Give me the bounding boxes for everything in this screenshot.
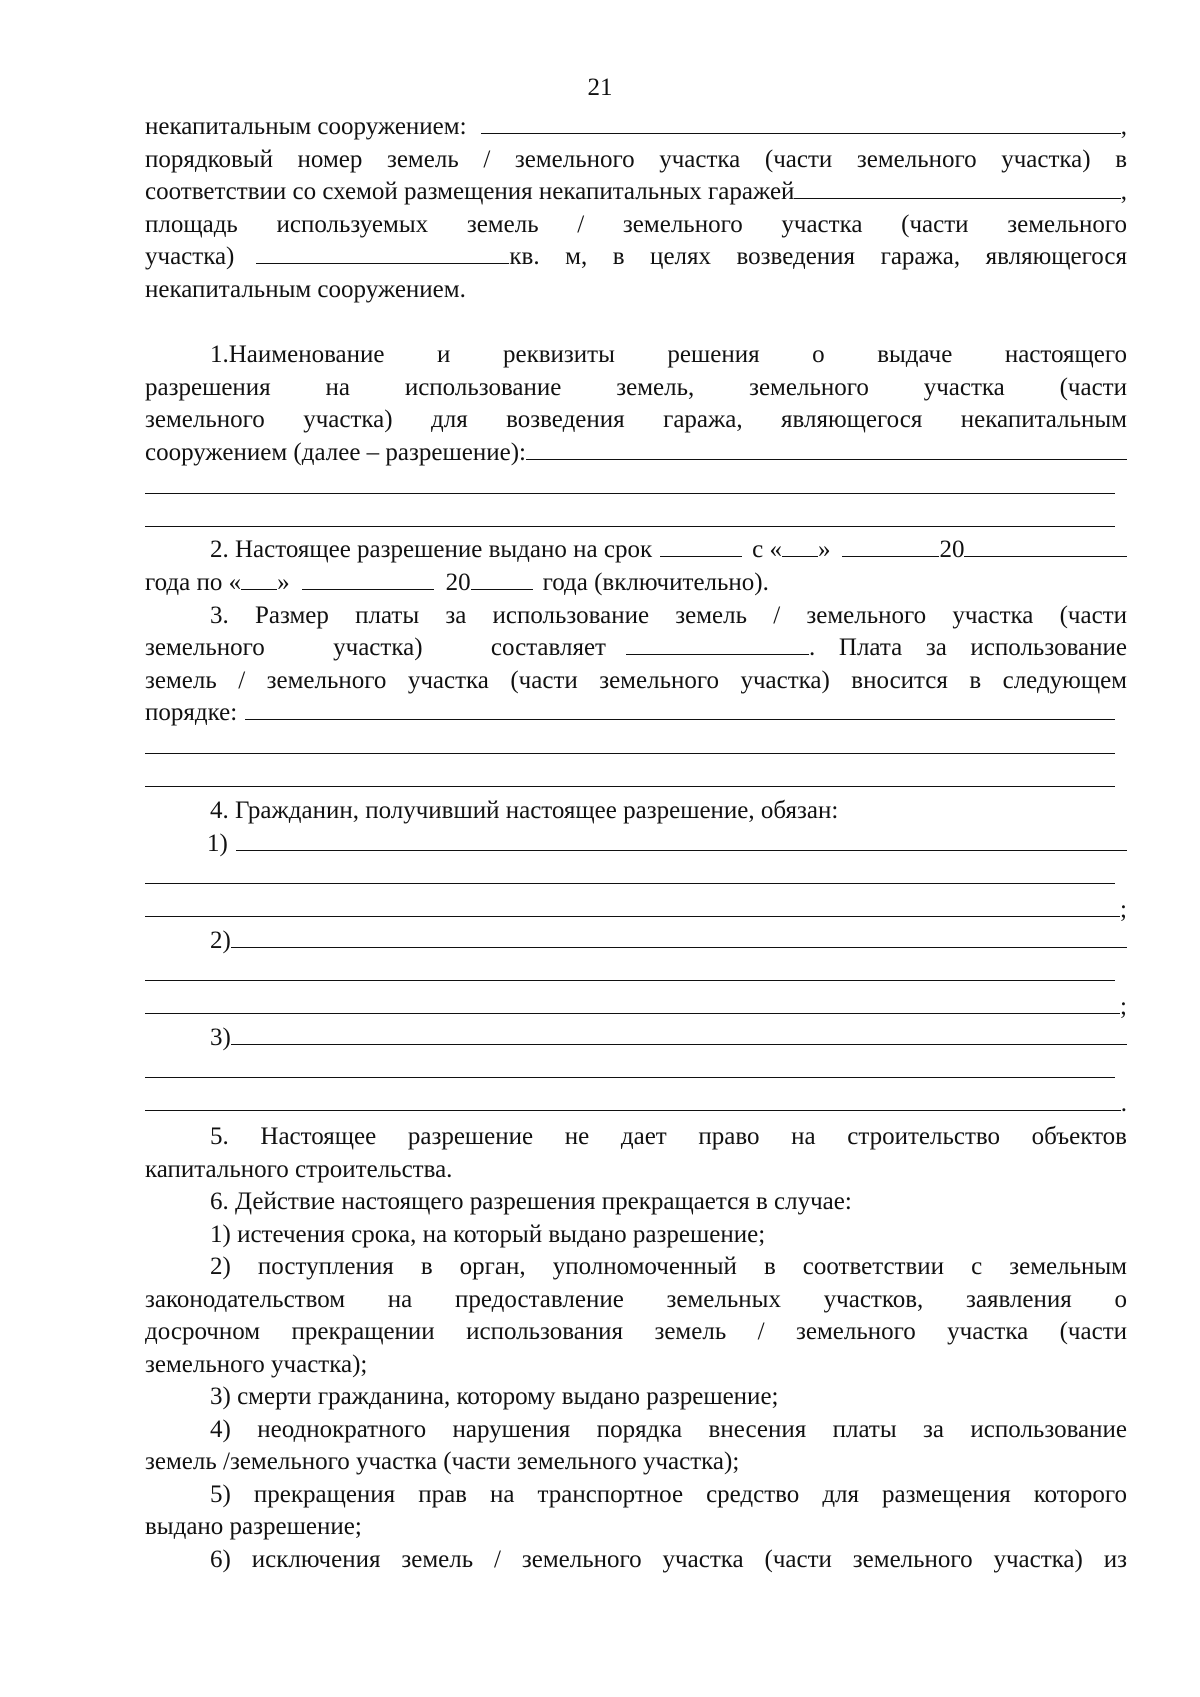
blank-field[interactable] (145, 896, 1120, 917)
blank-line[interactable] (145, 493, 1115, 494)
text-line: 5) прекращения прав на транспортное средство для размещения которого (210, 1481, 1127, 1508)
blank-line[interactable] (145, 1077, 1115, 1078)
text-line: выдано разрешение; (145, 1513, 362, 1540)
blank-line[interactable] (145, 980, 1115, 981)
text-line: разрешения на использование земель, земельного участка (части (145, 374, 1127, 401)
blank-field[interactable] (245, 699, 1115, 720)
text-line: соответствии со схемой размещения некапитальных гаражей , (145, 178, 1127, 205)
text-line: капитального строительства. (145, 1156, 453, 1183)
text-line: 2) поступления в орган, уполномоченный в соответствии с земельным (210, 1253, 1127, 1280)
text-line: 2. Настоящее разрешение выдано на срок с « » 20 (210, 534, 1127, 567)
text-line: ; (145, 991, 1127, 1024)
month-blank-field[interactable] (842, 536, 939, 557)
obligation-2: 2) (210, 925, 1127, 958)
text-line: года по « » 20 года (включительно). (145, 569, 769, 596)
blank-field[interactable] (794, 178, 1120, 199)
obligation-3: 3) (210, 1022, 1127, 1055)
text-line: порядке: (145, 697, 1115, 730)
text-line: 4. Гражданин, получивший настоящее разрешение, обязан: (210, 797, 839, 824)
text-line: некапитальным сооружением: , (145, 113, 1127, 140)
text-line: некапитальным сооружением. (145, 276, 466, 303)
text-line: 6. Действие настоящего разрешения прекращается в случае: (210, 1188, 852, 1215)
text-line: участка) кв. м, в целях возведения гаража, являющегося (145, 243, 1127, 270)
text-line: земель /земельного участка (части земельного участка); (145, 1448, 740, 1475)
blank-line[interactable] (145, 883, 1115, 884)
day-blank-field[interactable] (782, 536, 818, 557)
page-number: 21 (587, 74, 613, 101)
text-line: 1.Наименование и реквизиты решения о выдаче настоящего (210, 341, 1127, 368)
blank-field[interactable] (526, 439, 1127, 460)
blank-field[interactable] (481, 113, 1121, 134)
text-line: площадь используемых земель / земельного участка (части земельного (145, 211, 1127, 238)
blank-field[interactable] (231, 1024, 1127, 1045)
text-line: 1) истечения срока, на который выдано разрешение; (210, 1221, 766, 1248)
blank-field[interactable] (231, 927, 1127, 948)
text-line: досрочном прекращении использования земель / земельного участка (части (145, 1318, 1127, 1345)
term-blank-field[interactable] (660, 536, 742, 557)
day-blank-field[interactable] (241, 569, 277, 590)
text-line: земель / земельного участка (части земельного участка) вносится в следующем (145, 667, 1127, 694)
text-line: 3) смерти гражданина, которому выдано разрешение; (210, 1383, 779, 1410)
blank-line[interactable] (145, 786, 1115, 787)
area-blank-field[interactable] (256, 243, 509, 264)
blank-line[interactable] (145, 526, 1115, 527)
year-blank-field[interactable] (471, 569, 533, 590)
text-line: сооружением (далее – разрешение): (145, 437, 1127, 470)
text-line: земельного участка) для возведения гаража, являющегося некапитальным (145, 406, 1127, 433)
year-blank-field[interactable] (964, 536, 1127, 557)
blank-field[interactable] (145, 1090, 1121, 1111)
obligation-1: 1) (207, 828, 1127, 861)
text-line: 3. Размер платы за использование земель / земельного участка (части (210, 602, 1127, 629)
text-line: земельного участка); (145, 1351, 368, 1378)
month-blank-field[interactable] (302, 569, 434, 590)
text-line: 6) исключения земель / земельного участка (части земельного участка) из (210, 1546, 1127, 1573)
fee-blank-field[interactable] (626, 634, 809, 655)
text-line: ; (145, 894, 1127, 927)
text-line: 5. Настоящее разрешение не дает право на строительство объектов (210, 1123, 1127, 1150)
text-line: . (145, 1088, 1127, 1121)
blank-field[interactable] (145, 993, 1120, 1014)
text-line: 4) неоднократного нарушения порядка внесения платы за использование (210, 1416, 1127, 1443)
text-line: порядковый номер земель / земельного участка (части земельного участка) в (145, 146, 1127, 173)
text-line: законодательством на предоставление земельных участков, заявления о (145, 1286, 1127, 1313)
blank-line[interactable] (145, 753, 1115, 754)
blank-field[interactable] (236, 830, 1127, 851)
text-line: земельного участка) составляет . Плата за использование (145, 634, 1127, 661)
